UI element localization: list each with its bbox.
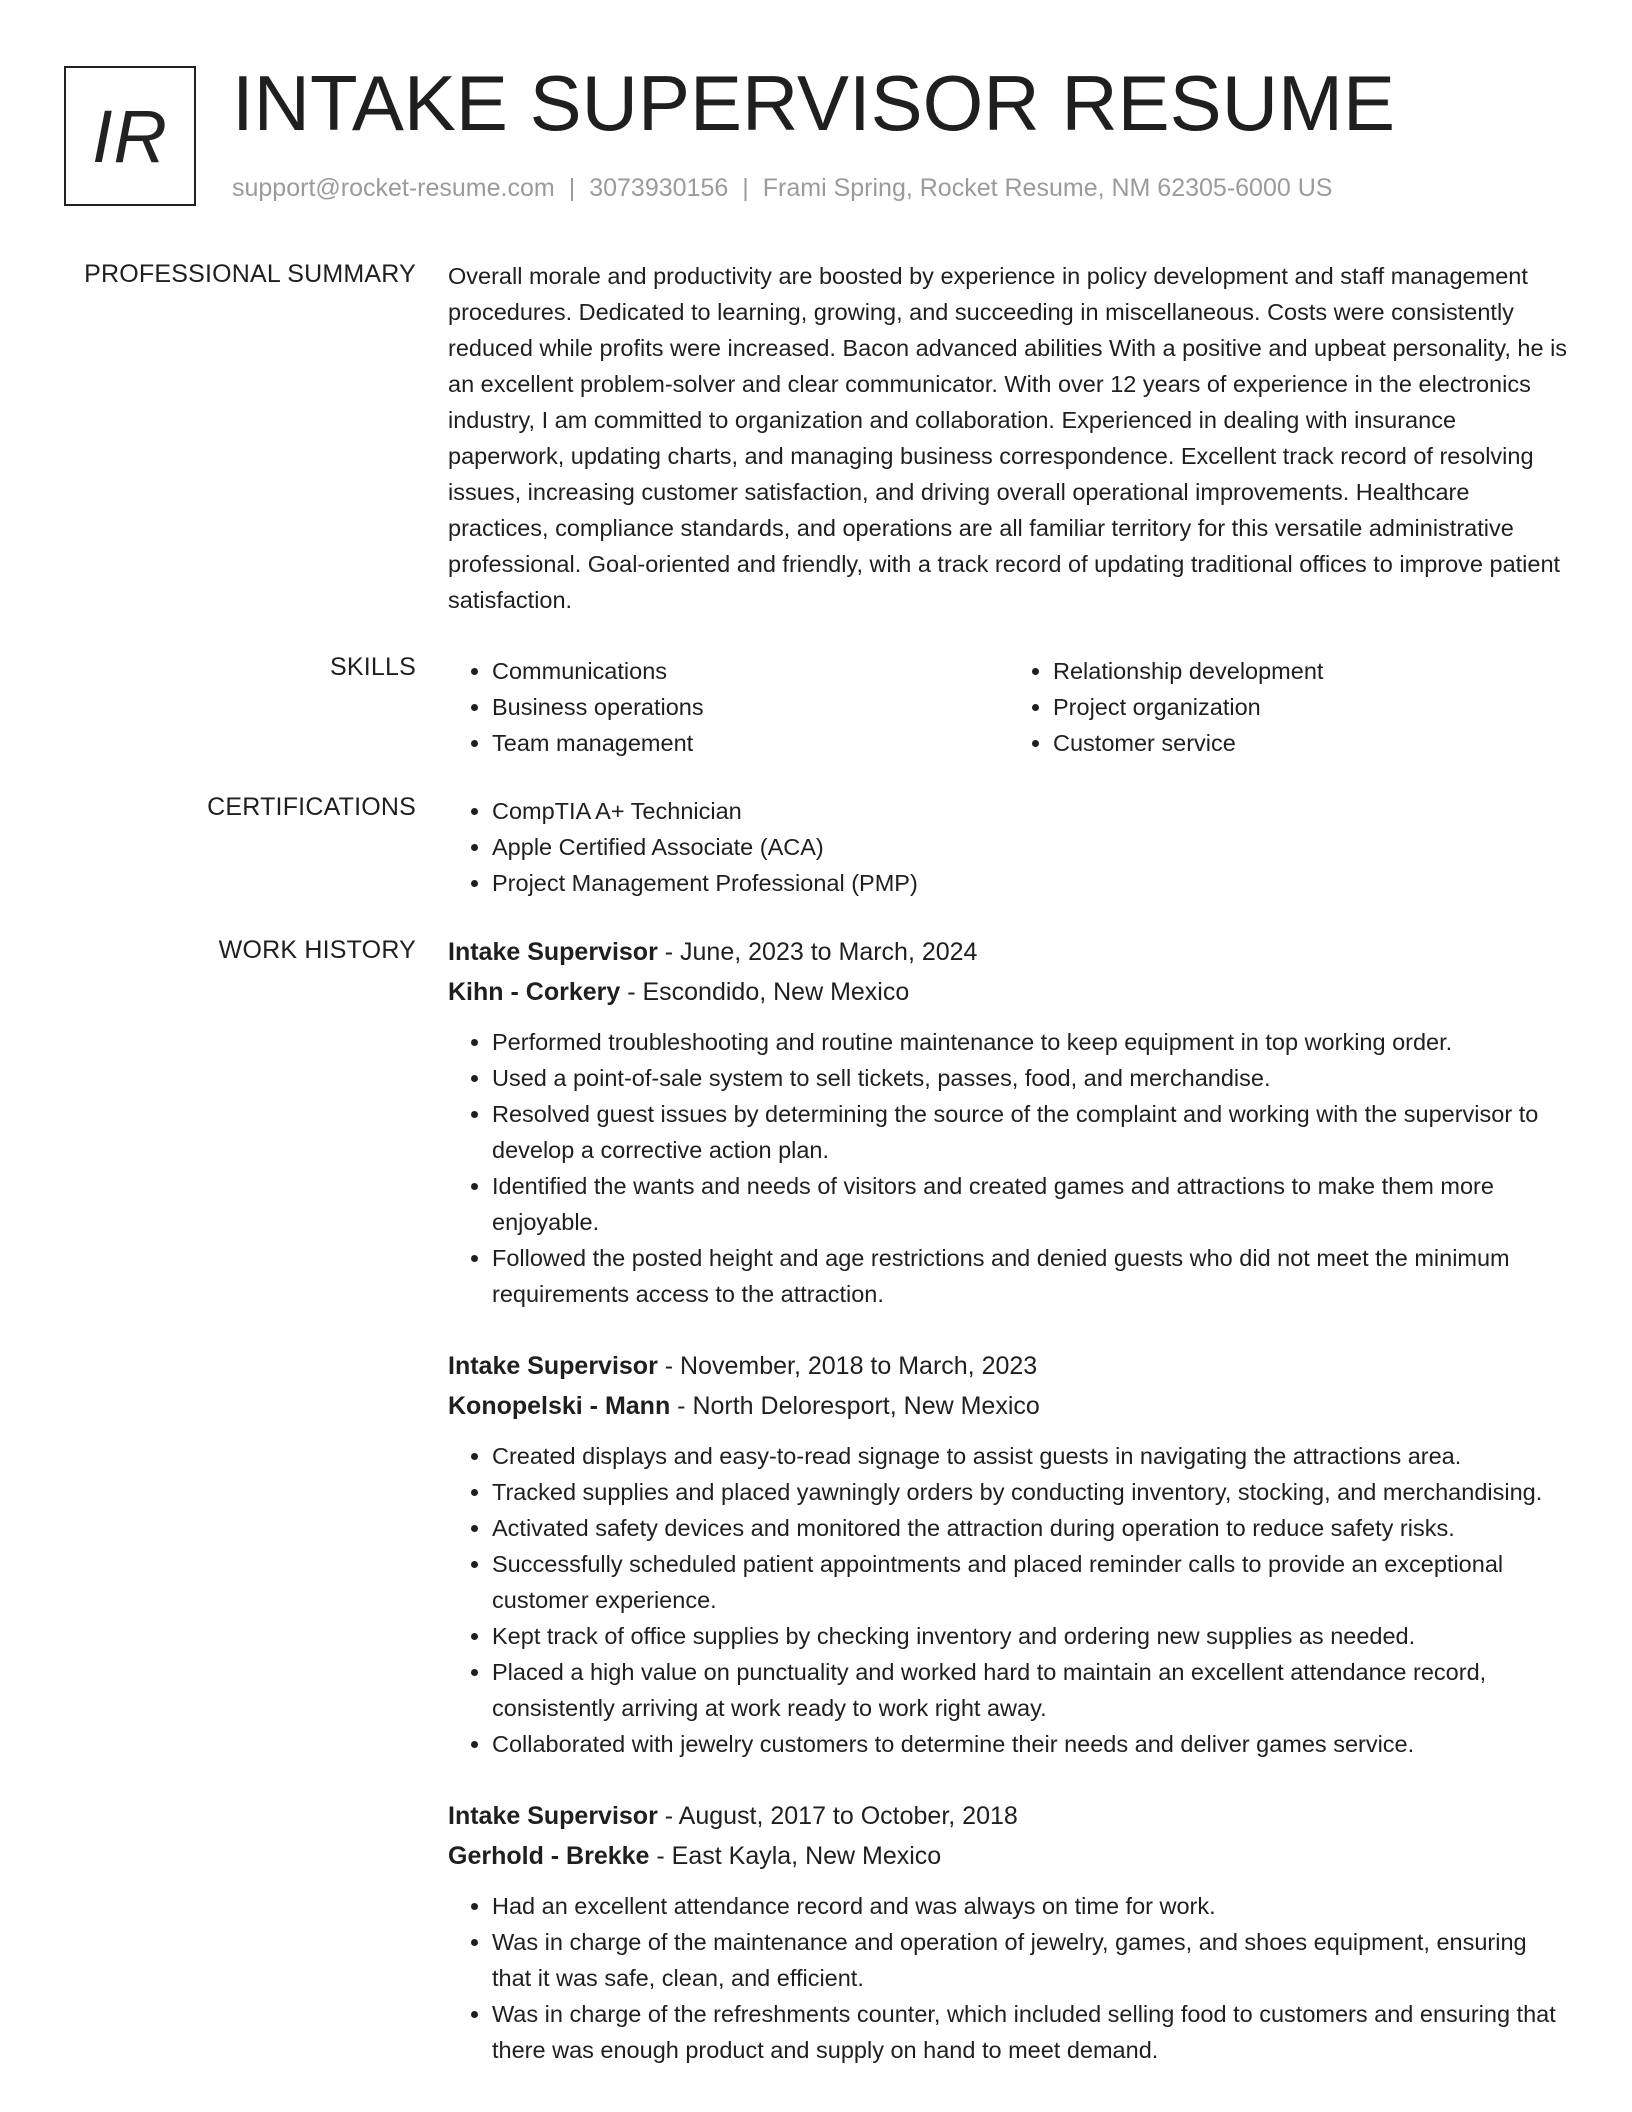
job-bullet: • Followed the posted height and age restrictions and denied guests who did not meet the minimum requirements access to the attraction. bbox=[492, 1240, 1570, 1312]
contact-address: Frami Spring, Rocket Resume, NM 62305-6000 US bbox=[762, 174, 1333, 202]
job-bullets bbox=[448, 1438, 1570, 1762]
contact-separator: | bbox=[568, 174, 576, 202]
job-entry bbox=[448, 932, 1570, 1312]
job-title-line bbox=[448, 932, 1570, 972]
certification-item: • Apple Certified Associate (ACA) bbox=[492, 829, 1570, 865]
summary-heading: PROFESSIONAL SUMMARY bbox=[84, 260, 416, 288]
skills-column-2 bbox=[1009, 653, 1570, 761]
skill-item: • Business operations bbox=[492, 689, 1009, 725]
contact-separator: | bbox=[742, 174, 749, 202]
skills-grid bbox=[448, 653, 1570, 761]
monogram-logo: IR bbox=[64, 66, 196, 206]
skills-heading: SKILLS bbox=[330, 653, 416, 681]
job-location: - North Deloresport, New Mexico bbox=[670, 1392, 1040, 1420]
certification-item: • Project Management Professional (PMP) bbox=[492, 865, 1570, 901]
job-company: Gerhold - Brekke bbox=[448, 1842, 650, 1870]
certifications-list bbox=[448, 793, 1570, 901]
skill-item: • Communications bbox=[492, 653, 1009, 689]
skill-item: • Relationship development bbox=[1053, 653, 1570, 689]
skills-column-1 bbox=[448, 653, 1009, 761]
certifications-list-wrap bbox=[448, 793, 1570, 901]
job-bullets bbox=[448, 1024, 1570, 1312]
job-bullets bbox=[448, 1888, 1570, 2068]
job-bullet: • Was in charge of the refreshments counter, which included selling food to customers and ensuring that there was enough product and supply on hand to meet demand. bbox=[492, 1996, 1570, 2068]
job-dates: - June, 2023 to March, 2024 bbox=[657, 938, 978, 966]
job-bullet: • Resolved guest issues by determining the source of the complaint and working with the supervisor to develop a corrective action plan. bbox=[492, 1096, 1570, 1168]
skill-item: • Team management bbox=[492, 725, 1009, 761]
job-bullet: • Was in charge of the maintenance and operation of jewelry, games, and shoes equipment, ensuring that it was safe, clean, and efficient. bbox=[492, 1924, 1570, 1996]
job-entry bbox=[448, 1346, 1570, 1762]
job-bullet: • Identified the wants and needs of visitors and created games and attractions to make them more enjoyable. bbox=[492, 1168, 1570, 1240]
job-company: Konopelski - Mann bbox=[448, 1392, 671, 1420]
skill-item: • Project organization bbox=[1053, 689, 1570, 725]
job-bullet: • Activated safety devices and monitored the attraction during operation to reduce safety risks. bbox=[492, 1510, 1570, 1546]
job-title-line bbox=[448, 1796, 1570, 1836]
contact-phone[interactable]: 3073930156 bbox=[589, 174, 729, 202]
job-title: Intake Supervisor bbox=[448, 1802, 658, 1830]
job-title: Intake Supervisor bbox=[448, 938, 658, 966]
summary-text: Overall morale and productivity are boosted by experience in policy development and staff management procedures. Dedicated to learning, growing, and succeeding in miscellaneous. Costs were consistently reduced while profits were increased. Bacon advanced abilities With a positive and upbeat personality, he is an excellent problem-solver and clear communicator. With over 12 years of experience in the electronics industry, I am committed to organization and collaboration. Experienced in dealing with insurance paperwork, updating charts, and managing business correspondence. Excellent track record of resolving issues, increasing customer satisfaction, and driving overall operational improvements. Healthcare practices, compliance standards, and operations are all familiar territory for this versatile administrative professional. Goal-oriented and friendly, with a track record of updating traditional offices to improve patient satisfaction. bbox=[448, 263, 1568, 613]
job-company-line bbox=[448, 1386, 1570, 1426]
job-company-line bbox=[448, 972, 1570, 1012]
certifications-heading: CERTIFICATIONS bbox=[207, 793, 416, 821]
job-bullet: • Tracked supplies and placed yawningly orders by conducting inventory, stocking, and merchandising. bbox=[492, 1474, 1570, 1510]
contact-email[interactable]: support@rocket-resume.com bbox=[232, 174, 555, 202]
work-history-heading: WORK HISTORY bbox=[218, 936, 416, 964]
job-company: Kihn - Corkery bbox=[448, 978, 621, 1006]
resume-header bbox=[64, 59, 1564, 216]
job-location: - East Kayla, New Mexico bbox=[649, 1842, 942, 1870]
job-entry bbox=[448, 1796, 1570, 2068]
job-company-line bbox=[448, 1836, 1570, 1876]
job-dates: - August, 2017 to October, 2018 bbox=[657, 1802, 1018, 1830]
job-dates: - November, 2018 to March, 2023 bbox=[657, 1352, 1038, 1380]
job-bullet: • Successfully scheduled patient appointments and placed reminder calls to provide an exceptional customer experience. bbox=[492, 1546, 1570, 1618]
job-location: - Escondido, New Mexico bbox=[620, 978, 910, 1006]
certification-item: • CompTIA A+ Technician bbox=[492, 793, 1570, 829]
resume-title: INTAKE SUPERVISOR RESUME bbox=[232, 59, 1396, 147]
contact-line bbox=[232, 174, 1332, 203]
job-bullet: • Collaborated with jewelry customers to determine their needs and deliver games service. bbox=[492, 1726, 1570, 1762]
job-title-line bbox=[448, 1346, 1570, 1386]
job-bullet: • Performed troubleshooting and routine maintenance to keep equipment in top working order. bbox=[492, 1024, 1570, 1060]
work-history-body bbox=[448, 932, 1570, 2102]
job-title: Intake Supervisor bbox=[448, 1352, 658, 1380]
job-bullet: • Created displays and easy-to-read signage to assist guests in navigating the attractions area. bbox=[492, 1438, 1570, 1474]
job-bullet: • Used a point-of-sale system to sell tickets, passes, food, and merchandise. bbox=[492, 1060, 1570, 1096]
job-bullet: • Placed a high value on punctuality and worked hard to maintain an excellent attendance record, consistently arriving at work ready to work right away. bbox=[492, 1654, 1570, 1726]
job-bullet: • Had an excellent attendance record and was always on time for work. bbox=[492, 1888, 1570, 1924]
skill-item: • Customer service bbox=[1053, 725, 1570, 761]
job-bullet: • Kept track of office supplies by checking inventory and ordering new supplies as needed. bbox=[492, 1618, 1570, 1654]
